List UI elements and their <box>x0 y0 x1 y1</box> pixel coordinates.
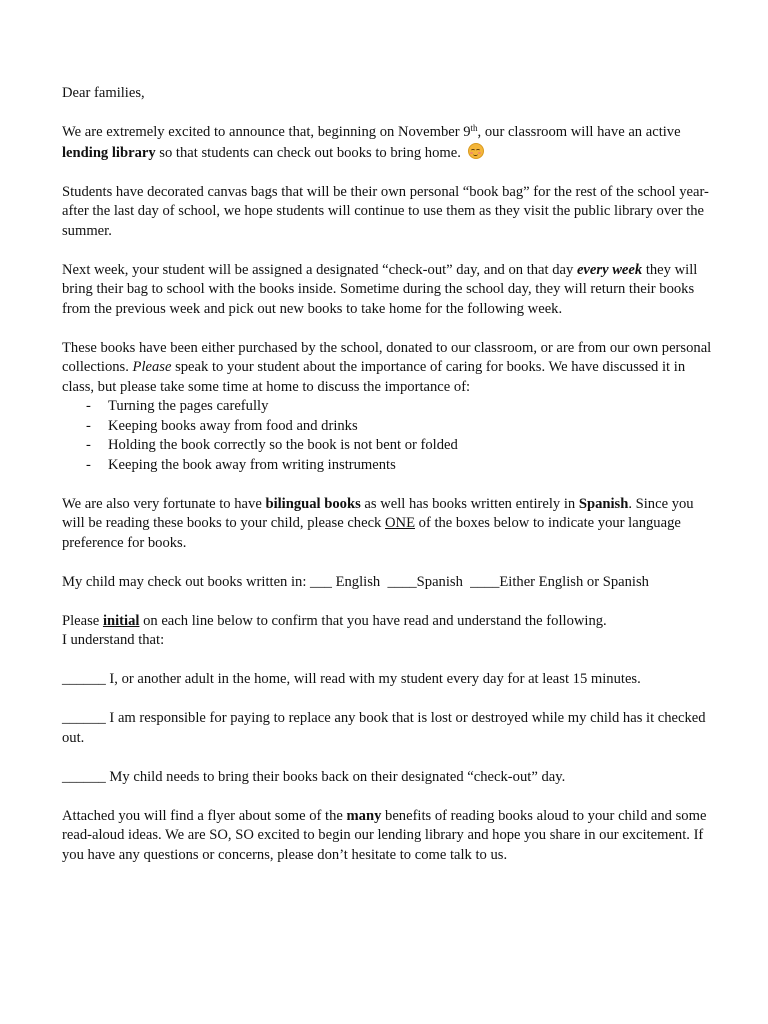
checkout-text-1: Next week, your student will be assigned a designated “check-out” day, and on that day <box>62 261 577 278</box>
language-paragraph: We are also very fortunate to have bilingual books as well has books written entirely in Spanish. Since you will be reading these books to your child, please check ONE of the boxes below to indicate your language preference for books. <box>62 495 694 551</box>
letter-document <box>62 84 712 885</box>
agreement-line: ______ I, or another adult in the home, will read with my student every day for at least 15 minutes. <box>62 671 641 687</box>
care-text-2: speak to your student about the importance of caring for books. We have discussed it in class, but please take some time at home to discuss the importance of: <box>62 359 686 395</box>
intro-text-2: , our classroom will have an active <box>477 124 681 140</box>
list-item: - Keeping books away from food and drinks <box>62 417 712 437</box>
ordinal-suffix: th <box>470 123 478 133</box>
spanish-bold: Spanish <box>578 495 629 512</box>
care-list <box>62 397 712 475</box>
checkout-text-2: they will bring their bag to school with the books inside. Sometime during the school day, they will return their books from the previous week and pick out new books to take home for the following week. <box>62 261 698 317</box>
language-choice-line: My child may check out books written in: ___ English ____Spanish ____Either English or Spanish <box>62 573 649 590</box>
understand-intro: I understand that: <box>62 632 165 648</box>
care-text-1: These books have been either purchased by the school, donated to our classroom, or are from our own personal collections. <box>62 339 712 375</box>
intro-text-3: so that students can check out books to bring home. <box>155 144 465 161</box>
list-item: - Turning the pages carefully <box>62 397 712 417</box>
agreement-line: ______ I am responsible for paying to replace any book that is lost or destroyed while my child has it checked out. <box>62 710 706 746</box>
many-bold: many <box>346 807 382 824</box>
closing-paragraph: Attached you will find a flyer about some of the many benefits of reading books aloud to your child and some read-aloud ideas. We are SO, SO excited to begin our lending library and hope you share in our excitement. If you have any questions or concerns, please don’t hesitate to come talk to us. <box>62 807 707 863</box>
intro-paragraph <box>62 123 712 163</box>
initial-bold-underline: initial <box>102 612 140 629</box>
bullet-dash: - <box>86 456 91 473</box>
please-italic: Please <box>132 359 172 375</box>
bullet-dash: - <box>86 417 91 434</box>
list-item: - Holding the book correctly so the book is not bent or folded <box>62 436 712 456</box>
agreement-line: ______ My child needs to bring their books back on their designated “check-out” day. <box>62 768 566 785</box>
greeting: Dear families, <box>62 85 145 101</box>
one-underline: ONE <box>385 515 415 531</box>
bullet-dash: - <box>86 398 91 414</box>
bullet-dash: - <box>86 437 91 453</box>
checkout-paragraph <box>62 261 712 320</box>
bilingual-books-bold: bilingual books <box>265 495 361 512</box>
lending-library-bold: lending library <box>62 144 156 161</box>
intro-text-1: We are extremely excited to announce that, beginning on November 9 <box>62 124 471 140</box>
list-item: - Keeping the book away from writing instruments <box>62 456 712 476</box>
bags-paragraph: Students have decorated canvas bags that will be their own personal “book bag” for the rest of the school year- after the last day of school, we hope students will continue to use them as they visit the public library over the summer. <box>62 183 709 239</box>
smiling-face-icon <box>468 143 484 159</box>
initial-paragraph: Please initial on each line below to confirm that you have read and understand the following. <box>62 612 607 629</box>
every-week-emphasis: every week <box>576 261 643 278</box>
care-paragraph <box>62 339 712 398</box>
